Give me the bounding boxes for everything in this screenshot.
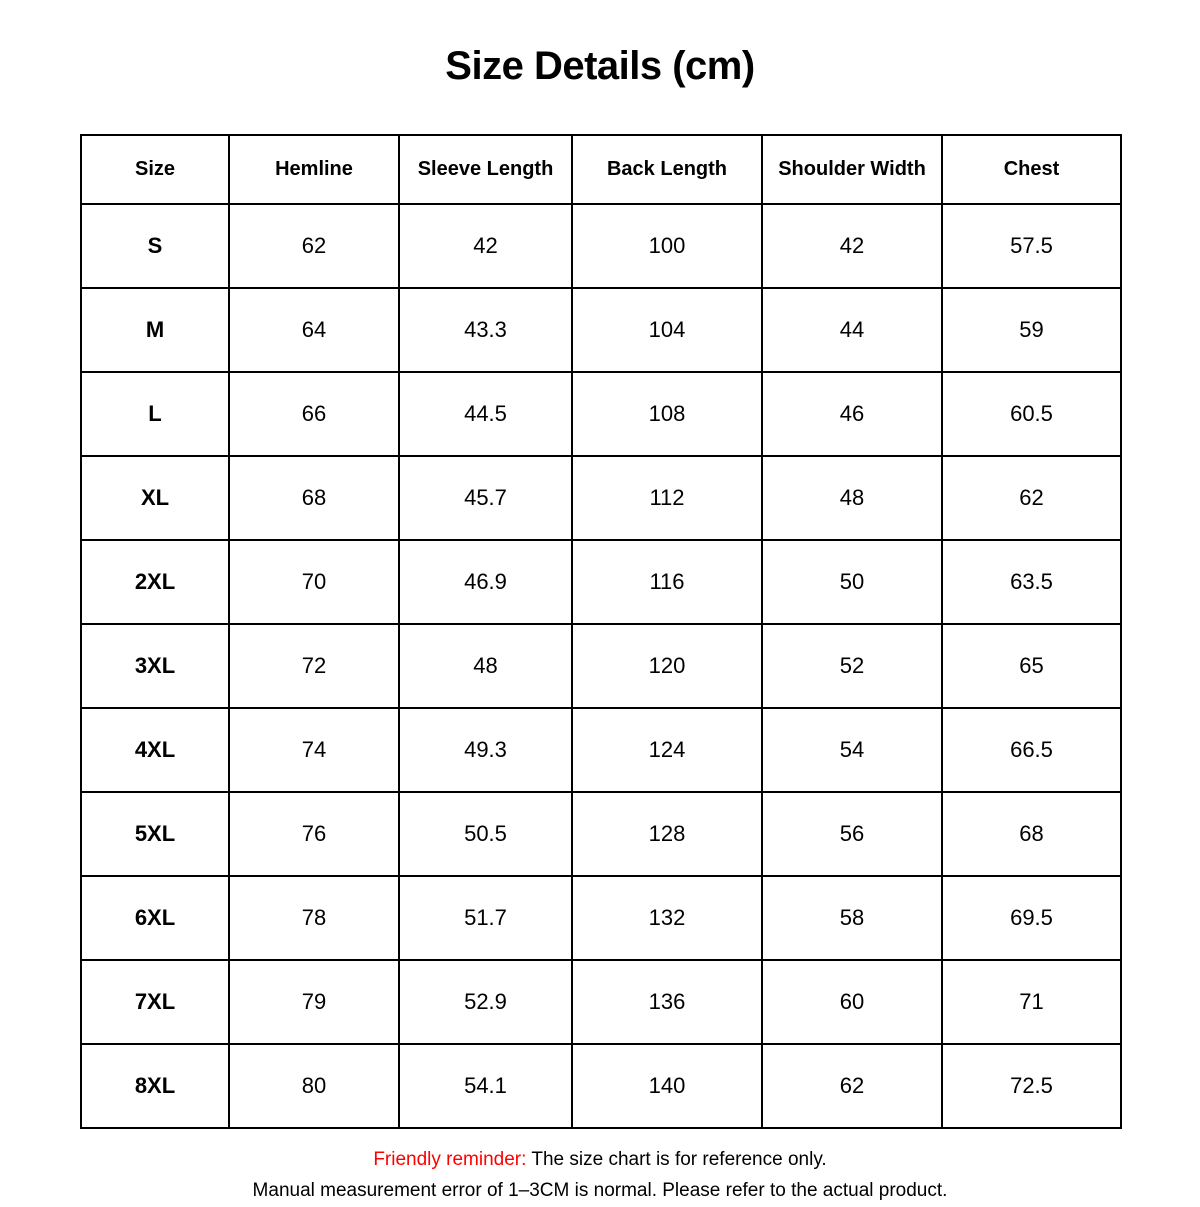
cell-hemline: 74 — [229, 708, 399, 792]
table-row — [81, 456, 1121, 540]
cell-chest: 65 — [942, 624, 1121, 708]
column-header-hemline: Hemline — [229, 135, 399, 204]
reminder-text: The size chart is for reference only. — [526, 1149, 827, 1170]
cell-back-length: 100 — [572, 204, 762, 288]
cell-shoulder-width: 52 — [762, 624, 942, 708]
cell-size: M — [81, 288, 229, 372]
cell-shoulder-width: 50 — [762, 540, 942, 624]
cell-back-length: 112 — [572, 456, 762, 540]
table-row — [81, 876, 1121, 960]
table-row — [81, 372, 1121, 456]
cell-shoulder-width: 42 — [762, 204, 942, 288]
cell-chest: 69.5 — [942, 876, 1121, 960]
cell-hemline: 80 — [229, 1044, 399, 1128]
table-row — [81, 792, 1121, 876]
cell-back-length: 136 — [572, 960, 762, 1044]
cell-size: 2XL — [81, 540, 229, 624]
cell-sleeve-length: 50.5 — [399, 792, 572, 876]
cell-back-length: 124 — [572, 708, 762, 792]
cell-back-length: 128 — [572, 792, 762, 876]
table-header — [81, 135, 1121, 204]
cell-shoulder-width: 56 — [762, 792, 942, 876]
cell-size: XL — [81, 456, 229, 540]
cell-chest: 66.5 — [942, 708, 1121, 792]
cell-sleeve-length: 49.3 — [399, 708, 572, 792]
column-header-sleeve-length: Sleeve Length — [399, 135, 572, 204]
table-header-row — [81, 135, 1121, 204]
cell-hemline: 76 — [229, 792, 399, 876]
size-table-container — [80, 89, 1120, 1129]
cell-sleeve-length: 51.7 — [399, 876, 572, 960]
cell-chest: 57.5 — [942, 204, 1121, 288]
cell-sleeve-length: 42 — [399, 204, 572, 288]
cell-shoulder-width: 48 — [762, 456, 942, 540]
cell-hemline: 68 — [229, 456, 399, 540]
cell-chest: 72.5 — [942, 1044, 1121, 1128]
table-row — [81, 708, 1121, 792]
footnotes — [0, 1129, 1200, 1207]
cell-sleeve-length: 45.7 — [399, 456, 572, 540]
cell-chest: 63.5 — [942, 540, 1121, 624]
table-row — [81, 204, 1121, 288]
cell-sleeve-length: 48 — [399, 624, 572, 708]
cell-shoulder-width: 44 — [762, 288, 942, 372]
cell-size: 8XL — [81, 1044, 229, 1128]
cell-shoulder-width: 54 — [762, 708, 942, 792]
cell-hemline: 66 — [229, 372, 399, 456]
cell-chest: 71 — [942, 960, 1121, 1044]
cell-back-length: 104 — [572, 288, 762, 372]
table-row — [81, 288, 1121, 372]
table-body — [81, 204, 1121, 1128]
column-header-size: Size — [81, 135, 229, 204]
cell-size: S — [81, 204, 229, 288]
cell-shoulder-width: 62 — [762, 1044, 942, 1128]
column-header-chest: Chest — [942, 135, 1121, 204]
cell-chest: 59 — [942, 288, 1121, 372]
column-header-back-length: Back Length — [572, 135, 762, 204]
cell-size: 3XL — [81, 624, 229, 708]
cell-size: 4XL — [81, 708, 229, 792]
table-row — [81, 1044, 1121, 1128]
cell-back-length: 120 — [572, 624, 762, 708]
cell-size: 7XL — [81, 960, 229, 1044]
cell-hemline: 78 — [229, 876, 399, 960]
cell-back-length: 116 — [572, 540, 762, 624]
cell-hemline: 62 — [229, 204, 399, 288]
cell-size: L — [81, 372, 229, 456]
cell-shoulder-width: 58 — [762, 876, 942, 960]
column-header-shoulder-width: Shoulder Width — [762, 135, 942, 204]
cell-sleeve-length: 43.3 — [399, 288, 572, 372]
cell-shoulder-width: 60 — [762, 960, 942, 1044]
cell-back-length: 132 — [572, 876, 762, 960]
cell-hemline: 70 — [229, 540, 399, 624]
cell-chest: 68 — [942, 792, 1121, 876]
page-title: Size Details (cm) — [445, 44, 755, 88]
cell-hemline: 72 — [229, 624, 399, 708]
cell-back-length: 140 — [572, 1044, 762, 1128]
table-row — [81, 960, 1121, 1044]
cell-size: 5XL — [81, 792, 229, 876]
cell-back-length: 108 — [572, 372, 762, 456]
reminder-line — [0, 1145, 1200, 1176]
table-row — [81, 624, 1121, 708]
cell-hemline: 64 — [229, 288, 399, 372]
size-details-table — [80, 134, 1122, 1129]
cell-size: 6XL — [81, 876, 229, 960]
cell-chest: 62 — [942, 456, 1121, 540]
cell-hemline: 79 — [229, 960, 399, 1044]
cell-shoulder-width: 46 — [762, 372, 942, 456]
cell-sleeve-length: 44.5 — [399, 372, 572, 456]
cell-chest: 60.5 — [942, 372, 1121, 456]
cell-sleeve-length: 46.9 — [399, 540, 572, 624]
measurement-note: Manual measurement error of 1–3CM is normal. Please refer to the actual product. — [252, 1179, 948, 1201]
cell-sleeve-length: 52.9 — [399, 960, 572, 1044]
cell-sleeve-length: 54.1 — [399, 1044, 572, 1128]
table-row — [81, 540, 1121, 624]
reminder-label: Friendly reminder: — [373, 1149, 527, 1170]
